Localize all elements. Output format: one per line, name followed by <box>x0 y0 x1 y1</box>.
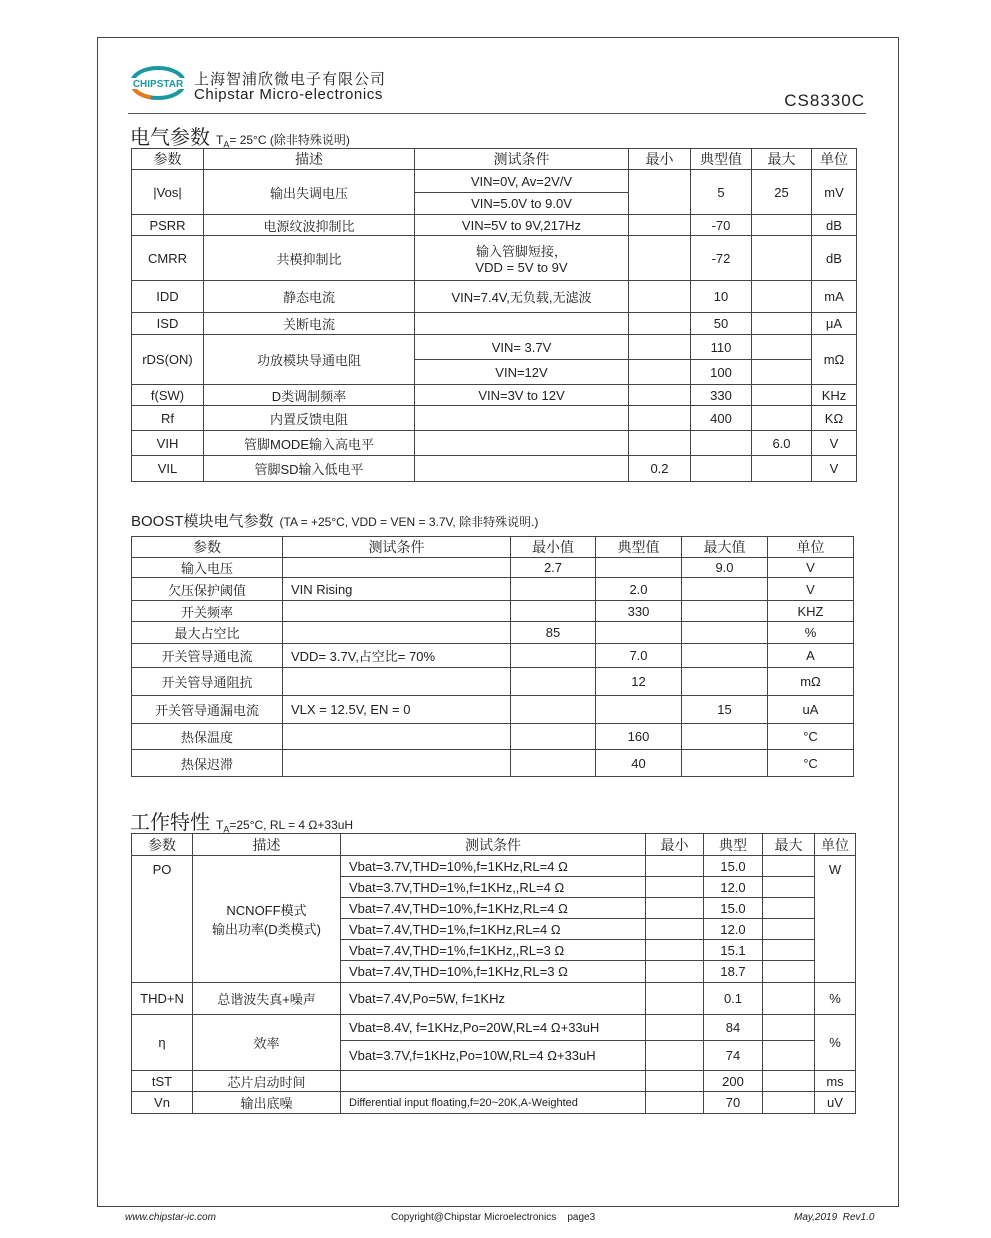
table-cell: 50 <box>691 313 752 335</box>
table-cell <box>415 456 629 482</box>
table-cell: THD+N <box>132 983 193 1015</box>
table-cell <box>646 940 704 961</box>
table-cell: Vbat=3.7V,THD=1%,f=1KHz,,RL=4 Ω <box>341 877 646 898</box>
table-cell <box>511 601 596 622</box>
table-cell: 12 <box>596 668 682 696</box>
footer-website[interactable]: www.chipstar-ic.com <box>125 1212 216 1223</box>
table-cell <box>596 558 682 578</box>
section-operating-title: 工作特性 $T_A=25^\circ C$, RL = 4 Ω+33uH <box>130 812 354 835</box>
column-header: 单位 <box>815 834 856 856</box>
table-cell: % <box>815 983 856 1015</box>
table-cell <box>752 236 812 281</box>
table-cell: W <box>815 856 856 983</box>
column-header: 测试条件 <box>341 834 646 856</box>
table-cell: 18.7 <box>704 961 763 983</box>
table-cell <box>763 961 815 983</box>
table-cell <box>752 335 812 360</box>
table-cell <box>646 1071 704 1092</box>
column-header: 描述 <box>193 834 341 856</box>
table-cell: 芯片启动时间 <box>193 1071 341 1092</box>
table-row <box>132 170 857 193</box>
table-cell: uA <box>768 696 854 724</box>
table-cell: 欠压保护阈值 <box>132 578 283 601</box>
table-cell <box>752 456 812 482</box>
table-cell: 330 <box>596 601 682 622</box>
table-cell: 电源纹波抑制比 <box>204 215 415 236</box>
table-cell: VIN=5V to 9V,217Hz <box>415 215 629 236</box>
table-cell: uV <box>815 1092 856 1114</box>
table-cell: 管脚SD输入低电平 <box>204 456 415 482</box>
table-cell: 2.0 <box>596 578 682 601</box>
table-cell: 200 <box>704 1071 763 1092</box>
section-electrical-title: 电气参数 $T_A= 25^\circ C$ (除非特殊说明) <box>130 127 350 150</box>
table-row <box>132 750 854 777</box>
table-cell <box>752 406 812 431</box>
table-cell: 共模抑制比 <box>204 236 415 281</box>
table-cell: 功放模块导通电阻 <box>204 335 415 385</box>
column-header: 最大 <box>763 834 815 856</box>
table-cell: 热保温度 <box>132 724 283 750</box>
table-cell <box>682 644 768 668</box>
table-cell: 开关管导通阻抗 <box>132 668 283 696</box>
table-cell <box>341 1071 646 1092</box>
table-cell: VIN=0V, Av=2V/V <box>415 170 629 193</box>
table-cell: 输出底噪 <box>193 1092 341 1114</box>
table-row <box>132 313 857 335</box>
table-cell: KHZ <box>768 601 854 622</box>
table-cell: VIH <box>132 431 204 456</box>
table-cell <box>629 215 691 236</box>
table-row <box>132 983 856 1015</box>
table-cell: Differential input floating,f=20~20K,A-Weighted <box>341 1092 646 1114</box>
table-cell: 15 <box>682 696 768 724</box>
table-cell: Rf <box>132 406 204 431</box>
table-cell: 74 <box>704 1041 763 1071</box>
table-cell <box>682 750 768 777</box>
table-cell: VIN Rising <box>283 578 511 601</box>
table-cell: % <box>768 622 854 644</box>
electrical-params-table <box>131 148 857 482</box>
table-cell: Vbat=7.4V,THD=1%,f=1KHz,RL=4 Ω <box>341 919 646 940</box>
table-cell: 静态电流 <box>204 281 415 313</box>
table-cell: 15.0 <box>704 856 763 877</box>
column-header: 参数 <box>132 834 193 856</box>
table-cell: -72 <box>691 236 752 281</box>
table-row <box>132 1015 856 1041</box>
table-cell <box>511 724 596 750</box>
column-header: 典型值 <box>596 537 682 558</box>
table-cell: 最大占空比 <box>132 622 283 644</box>
table-cell: 10 <box>691 281 752 313</box>
table-cell <box>752 215 812 236</box>
table-cell: 0.2 <box>629 456 691 482</box>
table-cell: 7.0 <box>596 644 682 668</box>
table-cell <box>691 431 752 456</box>
table-cell: 6.0 <box>752 431 812 456</box>
table-cell <box>511 750 596 777</box>
table-row <box>132 335 857 360</box>
table-cell: 110 <box>691 335 752 360</box>
column-header: 参数 <box>132 149 204 170</box>
table-cell <box>646 919 704 940</box>
table-cell <box>511 696 596 724</box>
column-header: 典型 <box>704 834 763 856</box>
table-cell <box>629 406 691 431</box>
table-cell: Vbat=7.4V,THD=10%,f=1KHz,RL=3 Ω <box>341 961 646 983</box>
table-cell: VLX = 12.5V, EN = 0 <box>283 696 511 724</box>
table-cell <box>752 385 812 406</box>
table-cell: °C <box>768 724 854 750</box>
table-cell <box>682 622 768 644</box>
table-cell: 160 <box>596 724 682 750</box>
table-cell <box>629 431 691 456</box>
table-cell <box>763 1041 815 1071</box>
column-header: 典型值 <box>691 149 752 170</box>
table-cell <box>283 622 511 644</box>
table-cell <box>763 1092 815 1114</box>
table-cell <box>763 919 815 940</box>
table-cell <box>596 622 682 644</box>
table-cell: % <box>815 1015 856 1071</box>
column-header: 最大 <box>752 149 812 170</box>
table-row <box>132 1092 856 1114</box>
table-cell <box>691 456 752 482</box>
table-row <box>132 1071 856 1092</box>
table-cell <box>646 1041 704 1071</box>
table-cell <box>646 1015 704 1041</box>
table-row <box>132 644 854 668</box>
table-cell: 25 <box>752 170 812 215</box>
table-cell <box>763 898 815 919</box>
footer-revision: May,2019 Rev1.0 <box>794 1212 875 1223</box>
table-cell: mΩ <box>812 335 857 385</box>
table-cell: PSRR <box>132 215 204 236</box>
table-cell: KΩ <box>812 406 857 431</box>
table-cell <box>752 360 812 385</box>
table-cell <box>629 335 691 360</box>
table-cell: ms <box>815 1071 856 1092</box>
table-cell: 330 <box>691 385 752 406</box>
table-cell: Vbat=3.7V,f=1KHz,Po=10W,RL=4 Ω+33uH <box>341 1041 646 1071</box>
table-cell: VIN=3V to 12V <box>415 385 629 406</box>
table-cell <box>682 601 768 622</box>
table-cell: 热保迟滞 <box>132 750 283 777</box>
table-cell <box>415 406 629 431</box>
table-cell: 开关管导通电流 <box>132 644 283 668</box>
table-cell: 2.7 <box>511 558 596 578</box>
column-header: 最小 <box>629 149 691 170</box>
table-header-row <box>132 149 857 170</box>
table-cell <box>763 940 815 961</box>
column-header: 描述 <box>204 149 415 170</box>
table-cell <box>596 696 682 724</box>
table-cell: 开关频率 <box>132 601 283 622</box>
table-cell: 9.0 <box>682 558 768 578</box>
table-row <box>132 385 857 406</box>
table-cell: |Vos| <box>132 170 204 215</box>
table-row <box>132 456 857 482</box>
column-header: 最大值 <box>682 537 768 558</box>
table-cell <box>646 1092 704 1114</box>
table-cell: 输入管脚短接， VDD = 5V to 9V <box>415 236 629 281</box>
table-cell: rDS(ON) <box>132 335 204 385</box>
table-cell: μA <box>812 313 857 335</box>
table-cell: °C <box>768 750 854 777</box>
footer-copyright: Copyright@Chipstar Microelectronics page3 <box>391 1212 596 1223</box>
table-cell: VIN=5.0V to 9.0V <box>415 193 629 215</box>
table-cell: Vbat=3.7V,THD=10%,f=1KHz,RL=4 Ω <box>341 856 646 877</box>
table-cell <box>646 983 704 1015</box>
table-cell <box>682 668 768 696</box>
table-cell <box>415 313 629 335</box>
table-cell: VIN=7.4V,无负载,无滤波 <box>415 281 629 313</box>
chipstar-logo <box>128 63 188 103</box>
table-cell: 效率 <box>193 1015 341 1071</box>
table-cell: -70 <box>691 215 752 236</box>
table-cell: 12.0 <box>704 877 763 898</box>
table-cell: 84 <box>704 1015 763 1041</box>
table-cell: V <box>768 558 854 578</box>
table-header-row <box>132 834 856 856</box>
table-cell: VDD= 3.7V,占空比= 70% <box>283 644 511 668</box>
table-cell <box>511 668 596 696</box>
table-cell <box>752 281 812 313</box>
table-row <box>132 622 854 644</box>
table-cell: 管脚MODE输入高电平 <box>204 431 415 456</box>
table-row <box>132 668 854 696</box>
table-cell: PO <box>132 856 193 983</box>
table-cell: tST <box>132 1071 193 1092</box>
table-cell: KHz <box>812 385 857 406</box>
table-cell: 12.0 <box>704 919 763 940</box>
logo-text: CHIPSTAR <box>132 79 184 90</box>
table-cell <box>283 601 511 622</box>
table-cell <box>763 1015 815 1041</box>
table-cell: ISD <box>132 313 204 335</box>
table-cell: A <box>768 644 854 668</box>
boost-params-table <box>131 536 854 777</box>
table-cell <box>752 313 812 335</box>
header-divider <box>128 113 866 114</box>
table-cell <box>629 385 691 406</box>
table-cell: 0.1 <box>704 983 763 1015</box>
table-cell: 开关管导通漏电流 <box>132 696 283 724</box>
table-row <box>132 696 854 724</box>
table-cell <box>629 360 691 385</box>
column-header: 参数 <box>132 537 283 558</box>
table-cell: VIN=12V <box>415 360 629 385</box>
table-cell <box>415 431 629 456</box>
table-cell: V <box>812 456 857 482</box>
table-cell: Vbat=8.4V, f=1KHz,Po=20W,RL=4 Ω+33uH <box>341 1015 646 1041</box>
table-cell: η <box>132 1015 193 1071</box>
table-cell: 70 <box>704 1092 763 1114</box>
table-cell <box>763 856 815 877</box>
table-row <box>132 724 854 750</box>
table-cell <box>283 558 511 578</box>
column-header: 测试条件 <box>415 149 629 170</box>
table-cell: 15.1 <box>704 940 763 961</box>
table-cell: 关断电流 <box>204 313 415 335</box>
table-row <box>132 406 857 431</box>
table-cell: Vbat=7.4V,THD=10%,f=1KHz,RL=4 Ω <box>341 898 646 919</box>
footer-page: page3 <box>567 1212 596 1223</box>
table-cell <box>283 668 511 696</box>
table-cell <box>682 578 768 601</box>
table-cell: f(SW) <box>132 385 204 406</box>
table-cell <box>283 750 511 777</box>
table-cell: 输入电压 <box>132 558 283 578</box>
table-row <box>132 281 857 313</box>
table-cell <box>763 983 815 1015</box>
table-cell: VIN= 3.7V <box>415 335 629 360</box>
table-cell <box>646 856 704 877</box>
table-cell: 内置反馈电阻 <box>204 406 415 431</box>
operating-characteristics-table <box>131 833 856 1114</box>
table-cell: mΩ <box>768 668 854 696</box>
table-cell: VIL <box>132 456 204 482</box>
table-cell: CMRR <box>132 236 204 281</box>
table-cell: 5 <box>691 170 752 215</box>
table-cell <box>511 644 596 668</box>
table-cell <box>511 578 596 601</box>
table-cell: D类调制频率 <box>204 385 415 406</box>
table-cell <box>629 313 691 335</box>
part-number: CS8330C <box>784 91 865 110</box>
column-header: 测试条件 <box>283 537 511 558</box>
table-row <box>132 558 854 578</box>
table-cell: 40 <box>596 750 682 777</box>
table-cell <box>283 724 511 750</box>
table-row <box>132 601 854 622</box>
table-cell: mA <box>812 281 857 313</box>
table-cell: V <box>812 431 857 456</box>
table-cell <box>646 877 704 898</box>
column-header: 单位 <box>768 537 854 558</box>
company-name-cn: 上海智浦欣微电子有限公司 <box>194 71 387 88</box>
table-cell: 85 <box>511 622 596 644</box>
table-cell <box>629 281 691 313</box>
section-boost-title: BOOST模块电气参数 (TA = +25°C, VDD = VEN = 3.7V, 除非特殊说明.) <box>131 513 539 530</box>
table-row <box>132 856 856 877</box>
table-header-row <box>132 537 854 558</box>
table-row <box>132 236 857 281</box>
table-cell: NCNOFF模式 输出功率(D类模式) <box>193 856 341 983</box>
table-row <box>132 215 857 236</box>
table-cell: Vbat=7.4V,THD=1%,f=1KHz,,RL=3 Ω <box>341 940 646 961</box>
table-cell: Vbat=7.4V,Po=5W, f=1KHz <box>341 983 646 1015</box>
column-header: 最小值 <box>511 537 596 558</box>
table-cell <box>682 724 768 750</box>
table-cell: 总谐波失真+噪声 <box>193 983 341 1015</box>
table-cell: Vn <box>132 1092 193 1114</box>
table-cell: 100 <box>691 360 752 385</box>
table-cell: V <box>768 578 854 601</box>
table-cell <box>646 898 704 919</box>
table-cell: IDD <box>132 281 204 313</box>
table-cell <box>629 170 691 215</box>
table-cell: dB <box>812 236 857 281</box>
table-cell <box>763 877 815 898</box>
table-cell <box>646 961 704 983</box>
company-name-en: Chipstar Micro-electronics <box>194 86 383 103</box>
table-row <box>132 431 857 456</box>
table-cell <box>763 1071 815 1092</box>
column-header: 单位 <box>812 149 857 170</box>
table-cell <box>629 236 691 281</box>
table-cell: 输出失调电压 <box>204 170 415 215</box>
table-cell: mV <box>812 170 857 215</box>
table-cell: dB <box>812 215 857 236</box>
column-header: 最小 <box>646 834 704 856</box>
table-row <box>132 578 854 601</box>
table-cell: 15.0 <box>704 898 763 919</box>
table-cell: 400 <box>691 406 752 431</box>
